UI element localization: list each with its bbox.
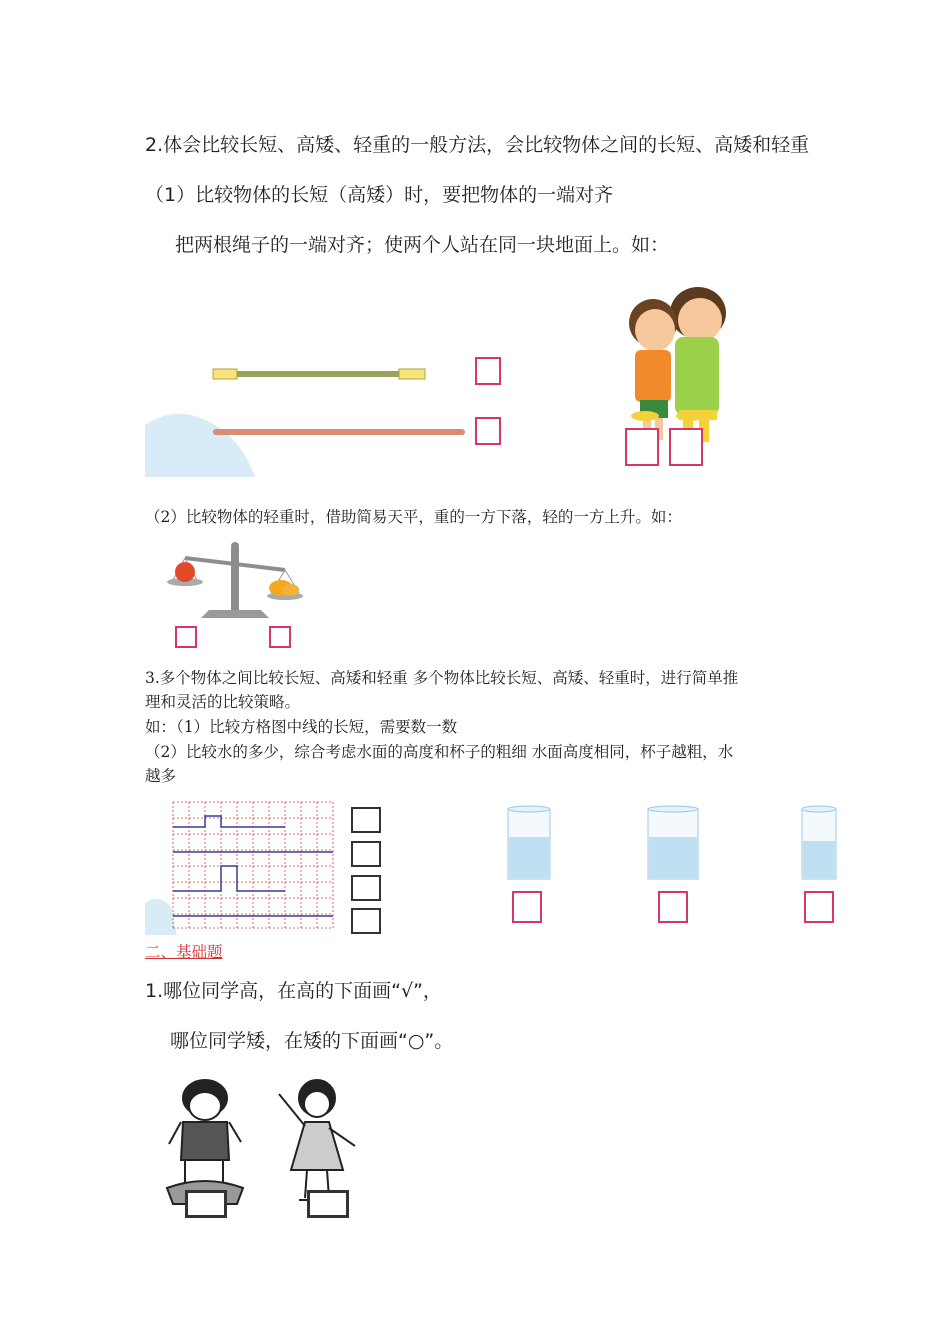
answer-box-student-right[interactable] (307, 1190, 349, 1218)
answer-box-cup-2[interactable] (658, 891, 688, 923)
answer-box-grid-1[interactable] (351, 807, 381, 833)
students-illustration (145, 1070, 385, 1228)
point-1: （1）比较物体的长短（高矮）时，要把物体的一端对齐 (145, 184, 614, 206)
point-2: （2）比较物体的轻重时，借助简易天平，重的一方下落，轻的一方上升。如： (145, 508, 682, 526)
answer-box-child-right[interactable] (669, 428, 703, 466)
answer-box-cup-3[interactable] (804, 891, 834, 923)
balance-scale-figure (145, 540, 327, 655)
two-students-figure (145, 1070, 385, 1228)
answer-box-rope-1[interactable] (475, 357, 501, 385)
answer-box-grid-4[interactable] (351, 908, 381, 934)
question-1-line-1: 1.哪位同学高，在高的下面画“√”， (145, 980, 442, 1002)
boy-on-stool (167, 1080, 243, 1204)
ropes-and-children-figure (145, 275, 813, 477)
cup-2 (648, 806, 698, 879)
section-3-line-1: 3.多个物体之间比较长短、高矮和轻重 多个物体比较长短、高矮、轻重时，进行简单推 (145, 669, 739, 687)
basics-section-title: 二、基础题 (145, 943, 223, 961)
question-1-line-2: 哪位同学矮，在矮的下面画“○”。 (170, 1030, 454, 1052)
section-3-line-3: 如：（1）比较方格图中线的长短，需要数一数 (145, 718, 458, 736)
answer-box-grid-3[interactable] (351, 875, 381, 901)
section-3-line-4: （2）比较水的多少，综合考虑水面的高度和杯子的粗细 水面高度相同，杯子越粗，水 (145, 743, 734, 761)
section-3-line-5: 越多 (145, 767, 177, 785)
balance-scale-illustration (145, 540, 327, 655)
girl-pointing (279, 1080, 355, 1200)
answer-box-scale-right[interactable] (269, 626, 291, 648)
cup-1 (508, 806, 550, 879)
answer-box-student-left[interactable] (185, 1190, 227, 1218)
answer-box-grid-2[interactable] (351, 841, 381, 867)
answer-box-rope-2[interactable] (475, 417, 501, 445)
point-1-detail: 把两根绳子的一端对齐；使两个人站在同一块地面上。如： (175, 234, 670, 256)
section-heading: 2.体会比较长短、高矮、轻重的一般方法，会比较物体之间的长短、高矮和轻重 (145, 134, 810, 156)
section-3-line-2: 理和灵活的比较策略。 (145, 693, 301, 711)
answer-box-cup-1[interactable] (512, 891, 542, 923)
cup-3 (802, 806, 836, 879)
two-children-illustration (629, 287, 726, 442)
answer-box-child-left[interactable] (625, 428, 659, 466)
answer-box-scale-left[interactable] (175, 626, 197, 648)
water-cups-figure (490, 795, 870, 935)
grid-lines-figure (145, 795, 390, 935)
